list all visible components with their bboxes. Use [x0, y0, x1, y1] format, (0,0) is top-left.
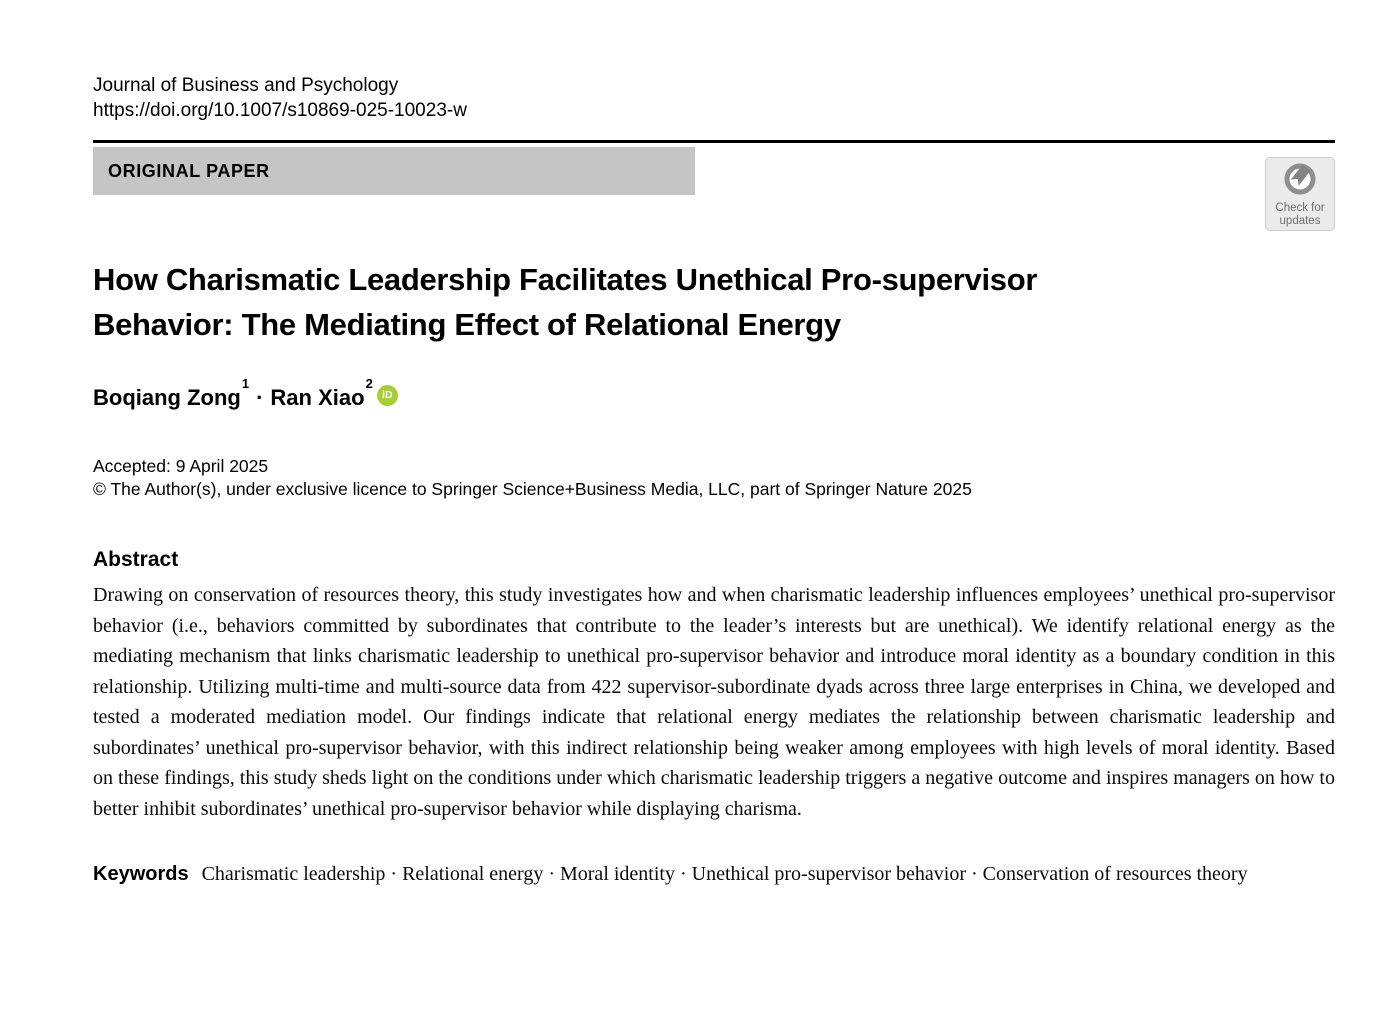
author-name-text: Boqiang Zong — [93, 385, 241, 411]
author-line — [93, 376, 1335, 411]
author-name-text: Ran Xiao — [270, 385, 365, 411]
check-for-updates-label-line1: Check for — [1275, 202, 1325, 214]
journal-name: Journal of Business and Psychology — [93, 75, 399, 96]
header-rule-section — [93, 140, 1335, 227]
paper-title — [93, 257, 1335, 347]
paper-title-line1: How Charismatic Leadership Facilitates Unethical Pro-supervisor — [93, 262, 1038, 297]
affiliation-mark: 1 — [241, 376, 250, 391]
section-type-label: ORIGINAL PAPER — [108, 160, 270, 181]
accepted-date: Accepted: 9 April 2025 — [93, 456, 269, 477]
article-history — [93, 455, 1335, 501]
keywords-section — [93, 859, 1335, 890]
orcid-icon[interactable]: iD — [377, 385, 398, 406]
check-for-updates-label-line2: updates — [1279, 215, 1321, 227]
paper-title-line2: Behavior: The Mediating Effect of Relational Energy — [93, 307, 841, 342]
copyright-notice: © The Author(s), under exclusive licence to Springer Science+Business Media, LLC, part of Springer Nature 2025 — [93, 479, 972, 500]
abstract-heading: Abstract — [93, 548, 179, 572]
doi-link[interactable]: https://doi.org/10.1007/s10869-025-10023-w — [93, 100, 467, 121]
check-for-updates-badge[interactable] — [1265, 157, 1335, 231]
header-divider — [93, 140, 1335, 143]
keywords-label: Keywords — [93, 863, 189, 886]
author-separator: · — [256, 385, 264, 411]
abstract-text: Drawing on conservation of resources theory, this study investigates how and when charismatic leadership influences employees’ unethical pro-supervisor behavior (i.e., behaviors committed by subordinates that contribute to the leader’s interests but are unethical). We identify relational energy as the mediating mechanism that links charismatic leadership to unethical pro-supervisor behavior and introduce moral identity as a boundary condition in this relationship. Utilizing multi-time and multi-source data from 422 supervisor-subordinate dyads across three large enterprises in China, we developed and tested a moderated mediation model. Our findings indicate that relational energy mediates the relationship between charismatic leadership and subordinates’ unethical pro-supervisor behavior, with this indirect relationship being weaker among employees with high levels of moral identity. Based on these findings, this study sheds light on the conditions under which charismatic leadership triggers a negative outcome and inspires managers on how to better inhibit subordinates’ unethical pro-supervisor behavior while displaying charisma. — [93, 584, 1335, 820]
keywords-text: Charismatic leadership · Relational energy · Moral identity · Unethical pro-supervisor behavior · Conservation of resources theory — [201, 863, 1248, 886]
check-for-updates-icon — [1282, 161, 1318, 202]
section-type-bar — [93, 147, 695, 195]
affiliation-mark: 2 — [365, 376, 373, 391]
author-name — [270, 376, 373, 411]
author-name — [93, 376, 250, 411]
